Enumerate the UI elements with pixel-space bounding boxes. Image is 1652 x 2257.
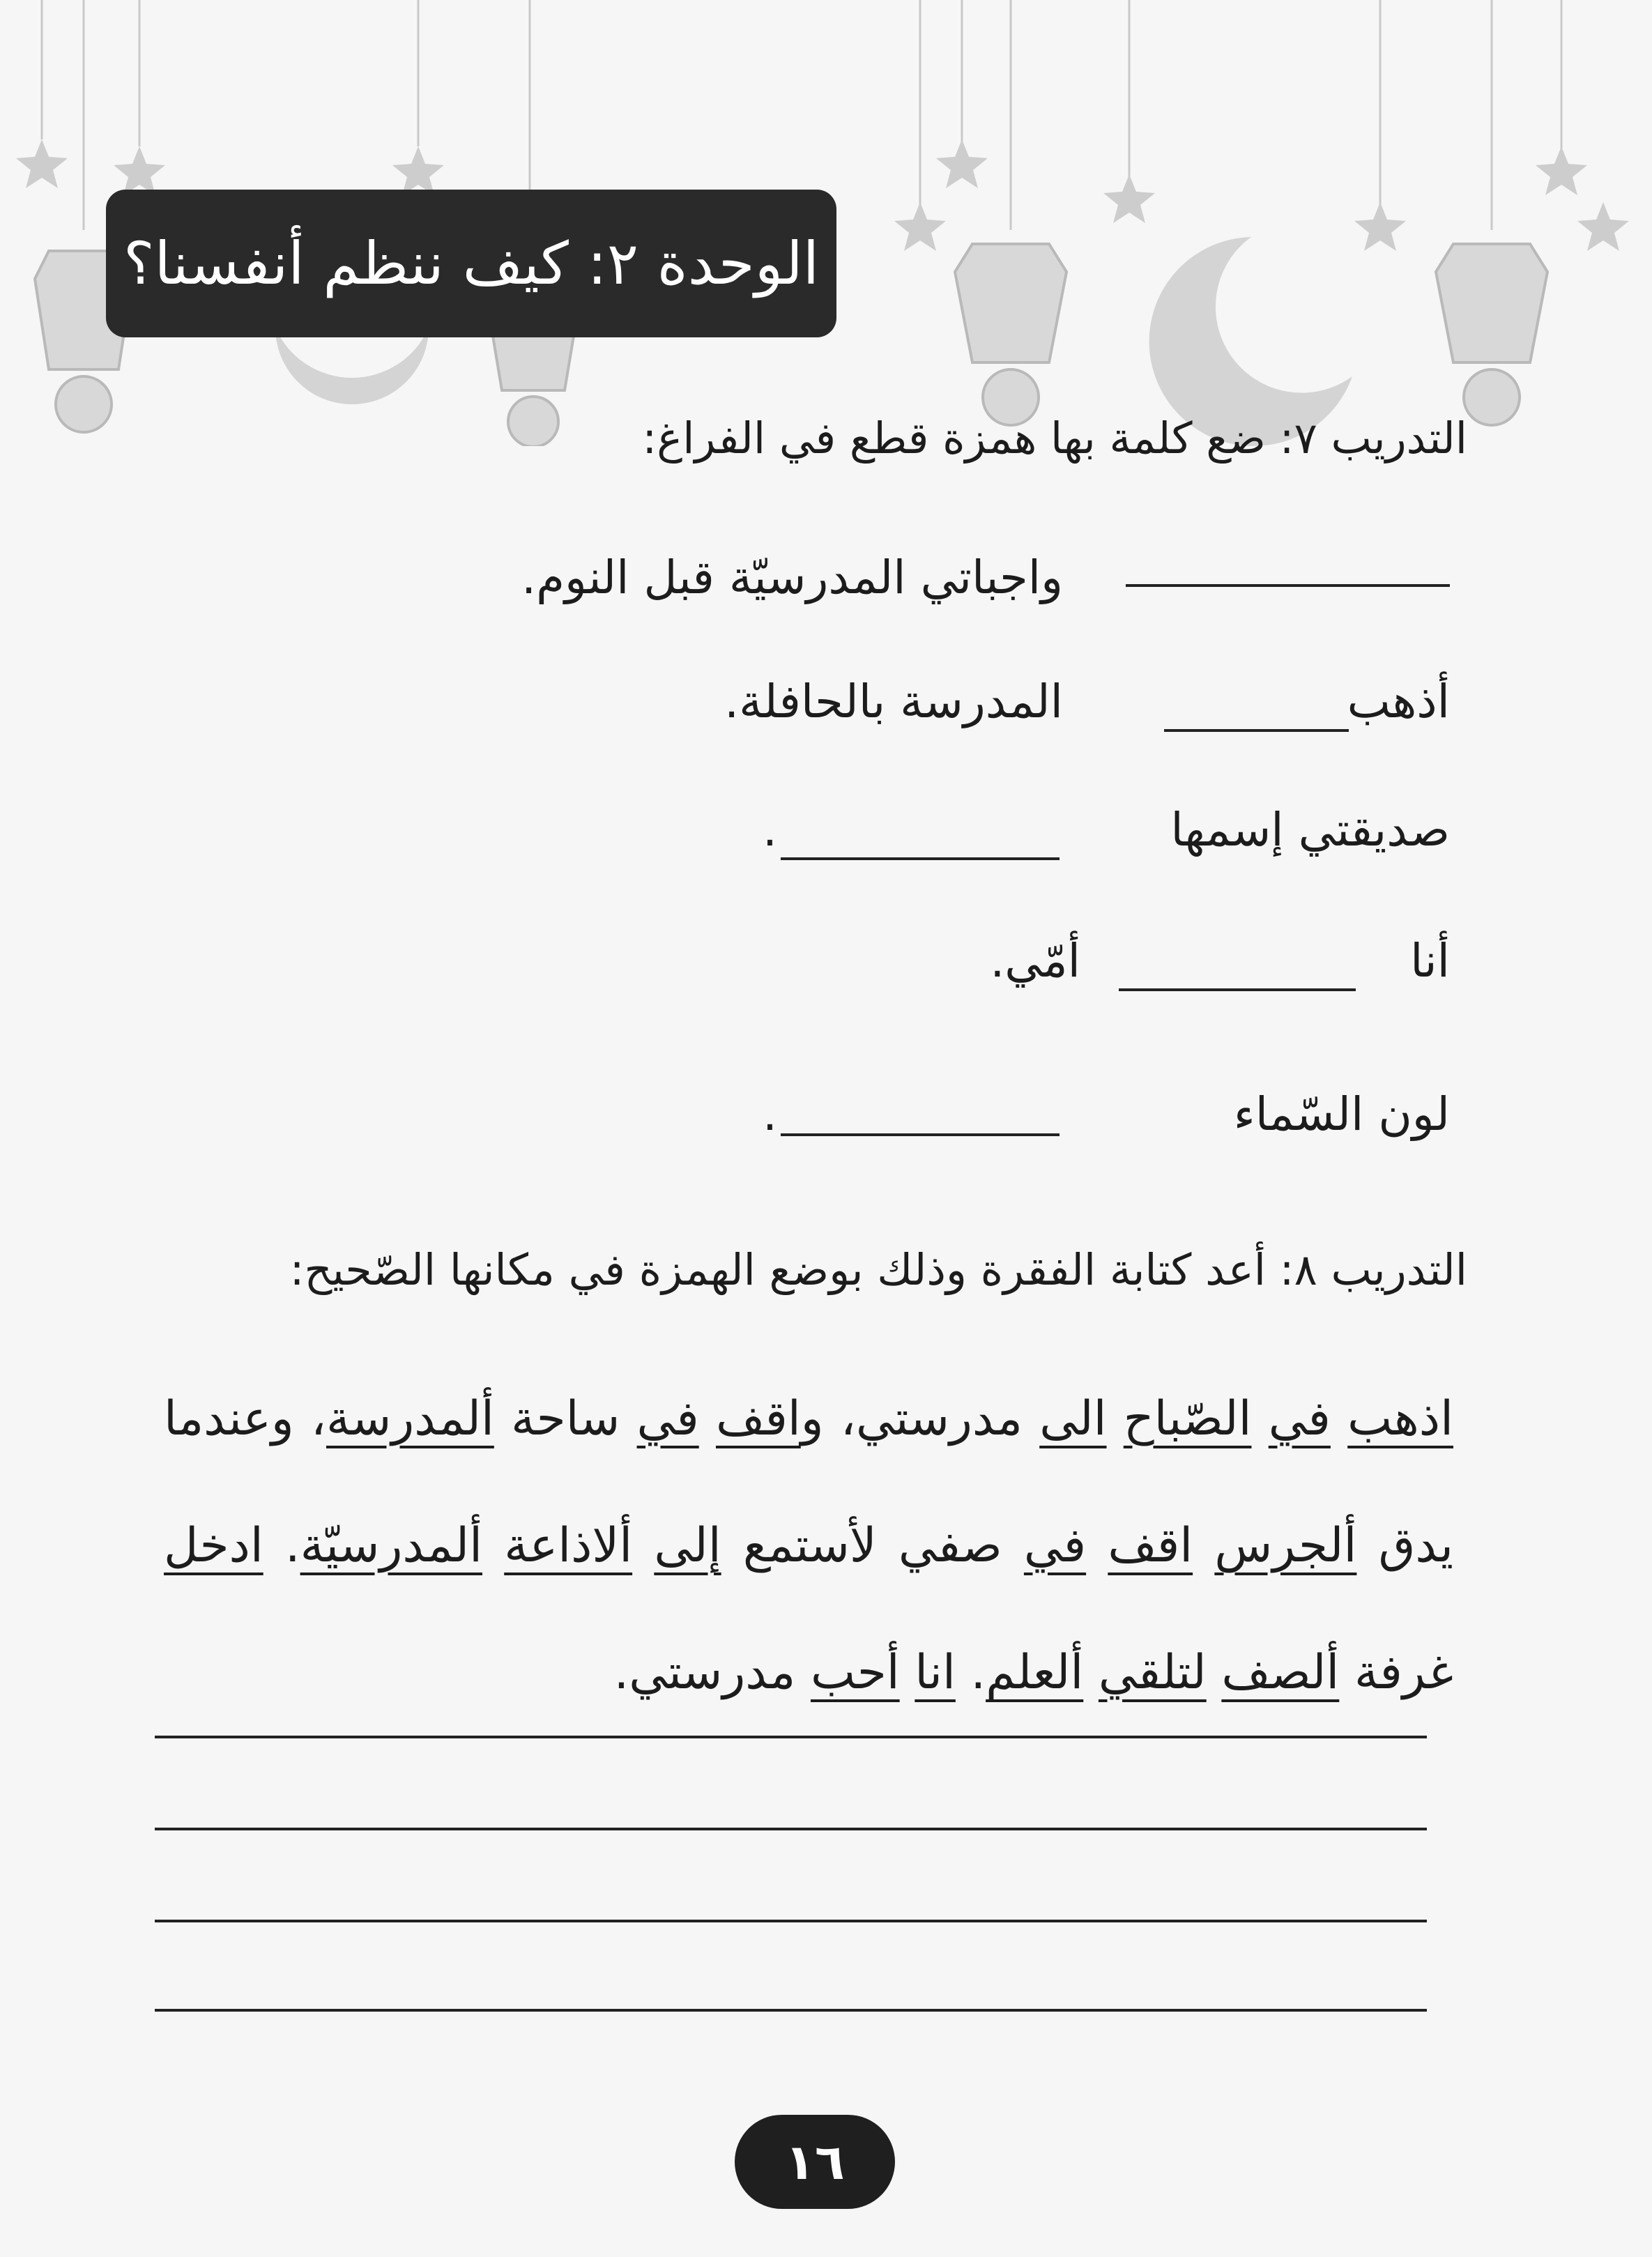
item-after-text: . <box>763 1087 777 1141</box>
paragraph-text: مدرستي، و <box>800 1391 1040 1446</box>
paragraph-text: مدرستي. <box>613 1645 811 1700</box>
star-icon <box>16 139 68 188</box>
underlined-word: انا <box>915 1645 956 1700</box>
underlined-word: في <box>1023 1518 1087 1573</box>
underlined-word: ألمدرسيّة <box>300 1518 482 1573</box>
underlined-word: ألصف <box>1221 1645 1340 1700</box>
answer-blank[interactable] <box>781 1133 1060 1136</box>
star-icon <box>894 202 946 251</box>
item-before-text: لون السّماء <box>1233 1087 1450 1141</box>
writing-line[interactable] <box>155 1828 1427 1830</box>
star-icon <box>1536 146 1587 195</box>
answer-blank[interactable] <box>781 857 1060 860</box>
paragraph-text <box>482 1518 504 1573</box>
underlined-word: ألجرس <box>1214 1518 1357 1573</box>
item-before-text: أنا <box>1410 934 1450 988</box>
exercise-8-paragraph <box>164 1356 1453 1736</box>
exercise-7-item <box>0 934 1652 1011</box>
paragraph-text <box>1083 1645 1099 1700</box>
paragraph-text: ساحة <box>494 1391 637 1446</box>
star-icon <box>392 146 444 195</box>
writing-line[interactable] <box>155 1736 1427 1738</box>
paragraph-text <box>1251 1391 1268 1446</box>
exercise-7-item <box>0 675 1652 751</box>
item-after-text: أمّي. <box>990 934 1080 988</box>
exercise-8-title: التدريب ٨: أعد كتابة الفقرة وذلك بوضع الهمزة في مكانها الصّحيح: <box>289 1244 1467 1295</box>
lantern-icon <box>955 244 1066 425</box>
paragraph-text: ، وعندما يدق <box>164 1391 1454 1573</box>
crescent-icon <box>275 328 429 404</box>
underlined-word: أحب <box>810 1645 900 1700</box>
writing-line[interactable] <box>155 1920 1427 1922</box>
underlined-word: اقف <box>715 1391 801 1446</box>
unit-banner <box>106 190 836 337</box>
exercise-7-item <box>0 551 1652 627</box>
paragraph-text <box>900 1645 915 1700</box>
paragraph-text: . <box>263 1518 300 1573</box>
underlined-word: في <box>1268 1391 1331 1446</box>
paragraph-text <box>1086 1518 1108 1573</box>
underlined-word: لتلقي <box>1098 1645 1207 1700</box>
paragraph-text: . <box>955 1645 986 1700</box>
paragraph-text <box>699 1391 716 1446</box>
page-number <box>735 2115 895 2209</box>
paragraph-text <box>1107 1391 1124 1446</box>
paragraph-text <box>1331 1391 1347 1446</box>
underlined-word: ألاذاعة <box>504 1518 633 1573</box>
lantern-icon <box>1436 244 1547 425</box>
underlined-word: ادخل <box>164 1518 263 1573</box>
answer-blank[interactable] <box>1164 729 1349 732</box>
underlined-word: في <box>636 1391 699 1446</box>
writing-line[interactable] <box>155 2009 1427 2012</box>
paragraph-text <box>632 1518 654 1573</box>
underlined-word: الى <box>1039 1391 1107 1446</box>
underlined-word: اذهب <box>1347 1391 1453 1446</box>
item-after-text: المدرسة بالحافلة. <box>724 675 1063 728</box>
item-before-text: صديقتي إسمها <box>1170 803 1450 857</box>
paragraph-text: غرفة <box>1339 1645 1453 1700</box>
exercise-7-item <box>0 1087 1652 1164</box>
item-after-text: واجباتي المدرسيّة قبل النوم. <box>521 551 1063 604</box>
item-after-text: . <box>763 803 777 857</box>
underlined-word: اقف <box>1108 1518 1193 1573</box>
star-icon <box>1354 202 1406 251</box>
underlined-word: إلى <box>654 1518 721 1573</box>
star-icon <box>114 146 165 195</box>
unit-title: الوحدة ٢: كيف ننظم أنفسنا؟ <box>123 229 820 298</box>
paragraph-text <box>1193 1518 1214 1573</box>
paragraph-text <box>1207 1645 1222 1700</box>
star-icon <box>1577 202 1629 251</box>
star-icon <box>936 139 988 188</box>
answer-blank[interactable] <box>1119 988 1356 991</box>
underlined-word: الصّباح <box>1123 1391 1252 1446</box>
underlined-word: ألعلم <box>986 1645 1084 1700</box>
item-before-text: أذهب <box>1347 675 1450 728</box>
paragraph-text: صفي لأستمع <box>721 1518 1024 1573</box>
page-number-text: ١٦ <box>785 2133 845 2191</box>
underlined-word: ألمدرسة <box>326 1391 494 1446</box>
answer-blank[interactable] <box>1126 584 1450 587</box>
exercise-7-title: التدريب ٧: ضع كلمة بها همزة قطع في الفراغ: <box>642 413 1467 464</box>
exercise-7-item <box>0 803 1652 880</box>
star-icon <box>1103 174 1155 223</box>
